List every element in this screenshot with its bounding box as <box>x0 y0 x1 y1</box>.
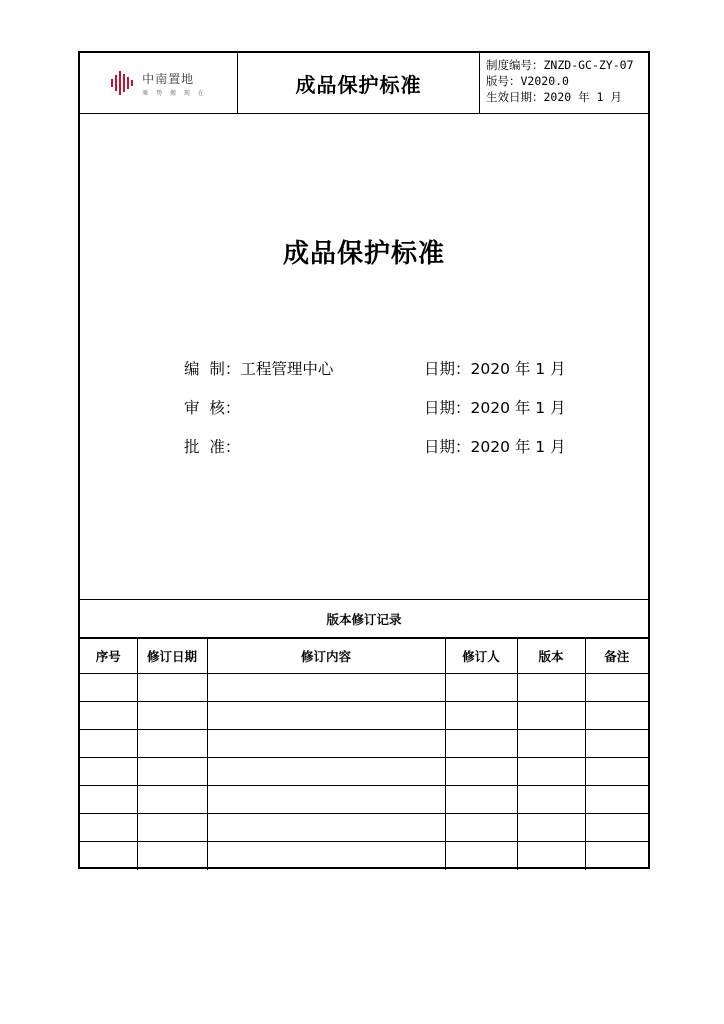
table-cell <box>80 702 137 730</box>
table-cell <box>517 814 585 842</box>
signoff-prepared-date: 日期：2020 年 1 月 <box>424 360 566 378</box>
revision-record-title: 版本修订记录 <box>80 599 648 639</box>
table-cell <box>137 814 207 842</box>
table-cell <box>517 702 585 730</box>
logo-cell <box>80 53 238 113</box>
document-version: 版号：V2020.0 <box>486 74 569 88</box>
table-cell <box>585 758 648 786</box>
table-cell <box>137 674 207 702</box>
table-cell <box>137 702 207 730</box>
table-cell <box>80 786 137 814</box>
table-cell <box>445 786 517 814</box>
table-cell <box>207 758 445 786</box>
table-cell <box>80 758 137 786</box>
table-cell <box>137 842 207 870</box>
company-logo <box>110 70 207 97</box>
header-meta <box>480 53 648 113</box>
document-title: 成品保护标准 <box>282 239 445 269</box>
signoff-reviewed-date: 日期：2020 年 1 月 <box>424 399 566 417</box>
signoff-approved-date: 日期：2020 年 1 月 <box>424 438 566 456</box>
table-cell <box>517 730 585 758</box>
col-header-remark: 备注 <box>585 638 648 674</box>
logo-tagline: 乘 势 搬 现 在 <box>142 89 207 97</box>
logo-bars-icon <box>110 70 136 96</box>
effective-date: 生效日期：2020 年 1 月 <box>486 90 622 104</box>
table-row <box>80 814 648 842</box>
revision-rows <box>80 674 648 870</box>
col-header-version: 版本 <box>517 638 585 674</box>
table-row <box>80 786 648 814</box>
logo-name: 中南置地 <box>142 71 195 86</box>
revision-table <box>80 637 648 870</box>
table-cell <box>80 674 137 702</box>
table-cell <box>207 842 445 870</box>
table-row <box>80 702 648 730</box>
col-header-reviser: 修订人 <box>445 638 517 674</box>
signoff-label: 批 准： <box>184 438 241 456</box>
table-cell <box>207 786 445 814</box>
table-cell <box>80 842 137 870</box>
table-cell <box>80 730 137 758</box>
table-cell <box>445 702 517 730</box>
signoff-reviewed <box>184 396 240 418</box>
table-cell <box>585 814 648 842</box>
table-cell <box>585 842 648 870</box>
col-header-content: 修订内容 <box>207 638 445 674</box>
document-frame <box>78 51 650 869</box>
table-cell <box>207 730 445 758</box>
signoff-value: 工程管理中心 <box>240 360 334 378</box>
table-row <box>80 758 648 786</box>
document-code: 制度编号：ZNZD-GC-ZY-07 <box>486 58 634 72</box>
table-cell <box>585 730 648 758</box>
table-row <box>80 842 648 870</box>
table-cell <box>445 814 517 842</box>
table-cell <box>445 758 517 786</box>
table-cell <box>445 674 517 702</box>
col-header-no: 序号 <box>80 638 137 674</box>
table-row <box>80 730 648 758</box>
signoff-label: 编 制： <box>184 360 241 378</box>
table-cell <box>445 730 517 758</box>
table-row <box>80 674 648 702</box>
table-cell <box>207 702 445 730</box>
header-title: 成品保护标准 <box>238 53 480 113</box>
table-cell <box>517 674 585 702</box>
table-cell <box>137 730 207 758</box>
signoff-approved <box>184 435 240 457</box>
table-cell <box>585 786 648 814</box>
table-cell <box>137 786 207 814</box>
table-cell <box>585 674 648 702</box>
table-cell <box>585 702 648 730</box>
col-header-date: 修订日期 <box>137 638 207 674</box>
table-cell <box>207 814 445 842</box>
table-cell <box>207 674 445 702</box>
revision-header-row <box>80 638 648 674</box>
signoff-label: 审 核： <box>184 399 241 417</box>
table-cell <box>445 842 517 870</box>
table-cell <box>517 842 585 870</box>
table-cell <box>517 786 585 814</box>
signoff-prepared <box>184 357 333 379</box>
table-cell <box>137 758 207 786</box>
table-cell <box>80 814 137 842</box>
table-cell <box>517 758 585 786</box>
document-header <box>80 53 648 114</box>
